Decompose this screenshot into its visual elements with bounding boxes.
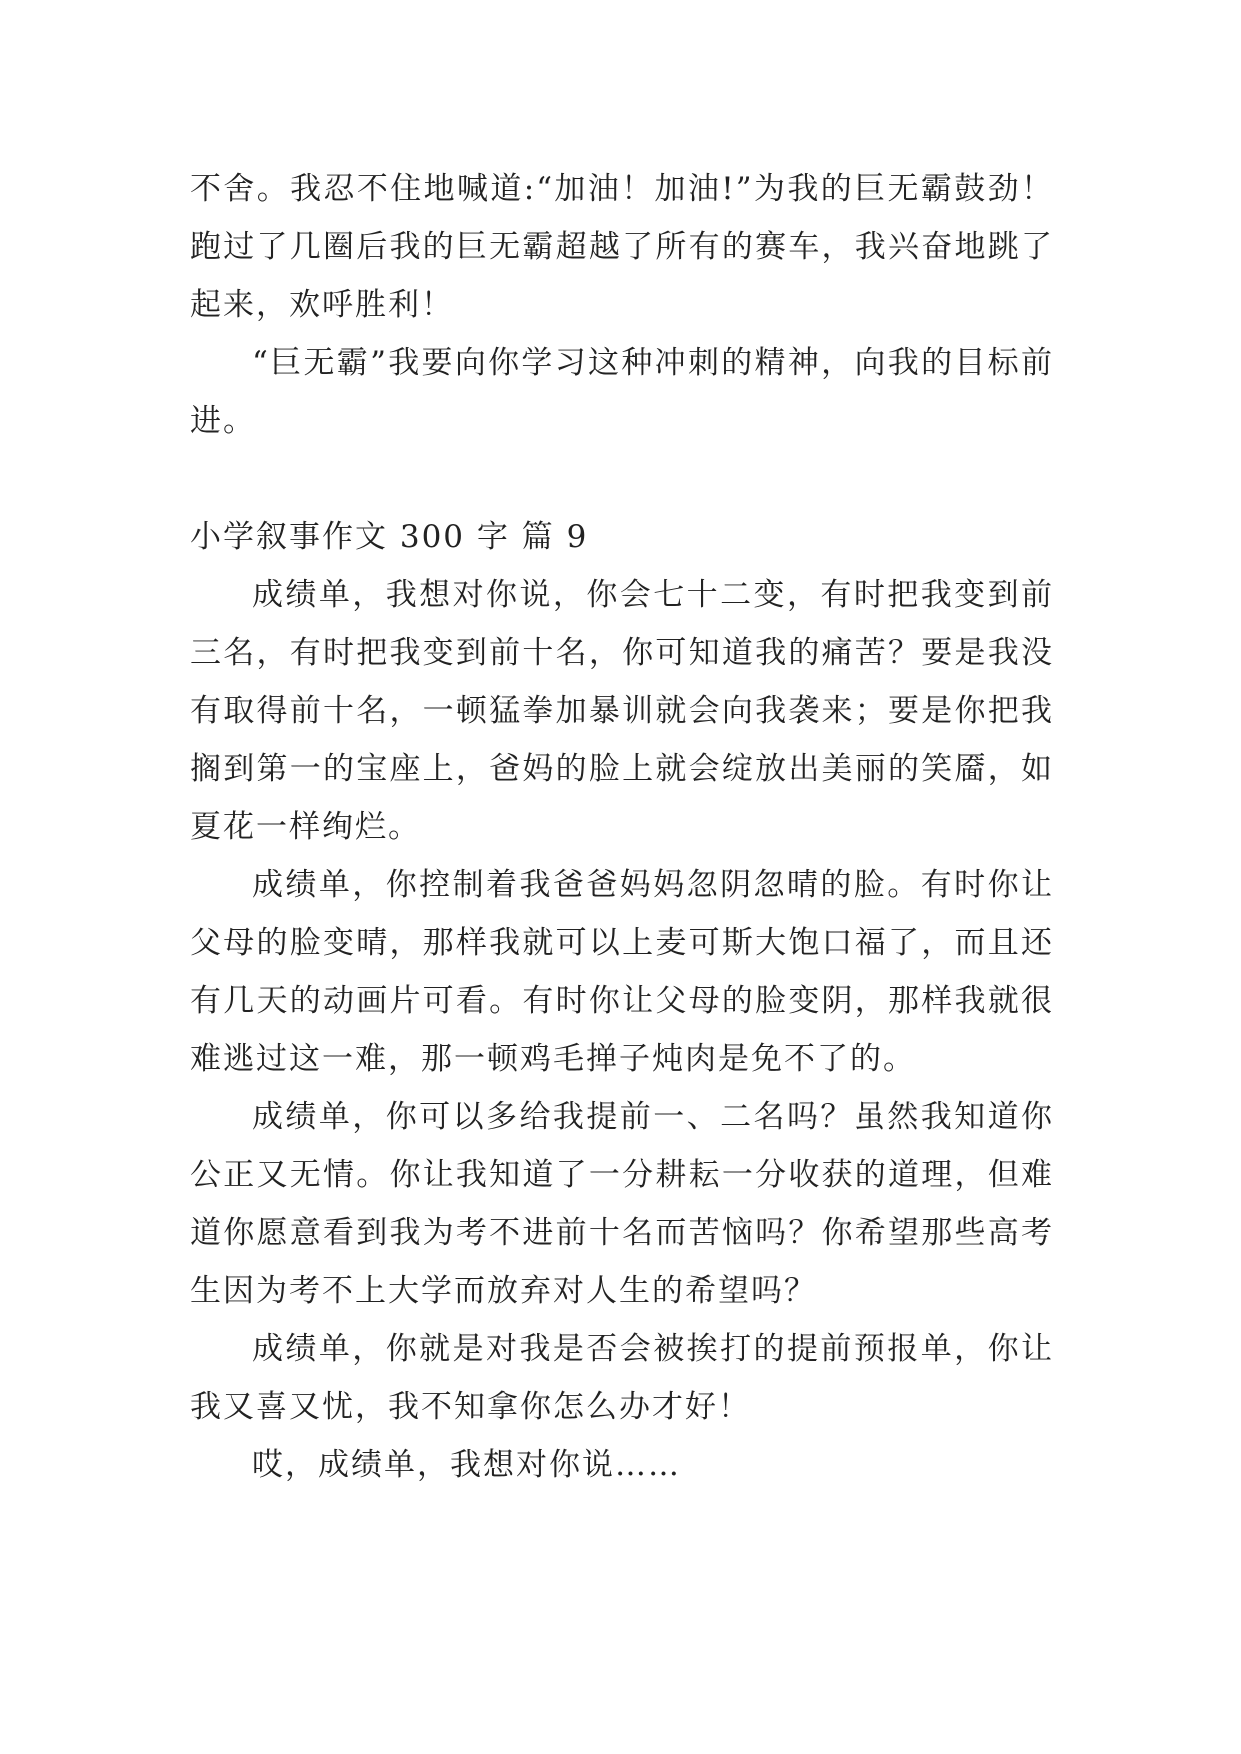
paragraph: 成绩单，我想对你说，你会七十二变，有时把我变到前三名，有时把我变到前十名，你可知道我的痛苦？要是我没有取得前十名，一顿猛拳加暴训就会向我袭来；要是你把我搁到第一的宝座上，爸妈的脸上就会绽放出美丽的笑靥，如夏花一样绚烂。 <box>190 577 1054 845</box>
paragraph: 哎，成绩单，我想对你说…… <box>252 1447 681 1483</box>
paragraph: 成绩单，你可以多给我提前一、二名吗？虽然我知道你公正又无情。你让我知道了一分耕耘一分收获的道理，但难道你愿意看到我为考不进前十名而苦恼吗？你希望那些高考生因为考不上大学而放弃对人生的希望吗？ <box>190 1099 1054 1309</box>
paragraph: 成绩单，你控制着我爸爸妈妈忽阴忽晴的脸。有时你让父母的脸变晴，那样我就可以上麦可斯大饱口福了，而且还有几天的动画片可看。有时你让父母的脸变阴，那样我就很难逃过这一难，那一顿鸡毛掸子炖肉是免不了的。 <box>190 867 1054 1077</box>
paragraph: “巨无霸”我要向你学习这种冲刺的精神，向我的目标前进。 <box>190 345 1054 439</box>
paragraph-continued: 不舍。我忍不住地喊道:“加油！加油!”为我的巨无霸鼓劲！跑过了几圈后我的巨无霸超越了所有的赛车，我兴奋地跳了起来，欢呼胜利！ <box>190 171 1054 323</box>
document-body <box>190 160 1054 1494</box>
section-title: 小学叙事作文 300 字 篇 9 <box>190 519 589 555</box>
paragraph: 成绩单，你就是对我是否会被挨打的提前预报单，你让我又喜又忧，我不知拿你怎么办才好！ <box>190 1331 1054 1425</box>
